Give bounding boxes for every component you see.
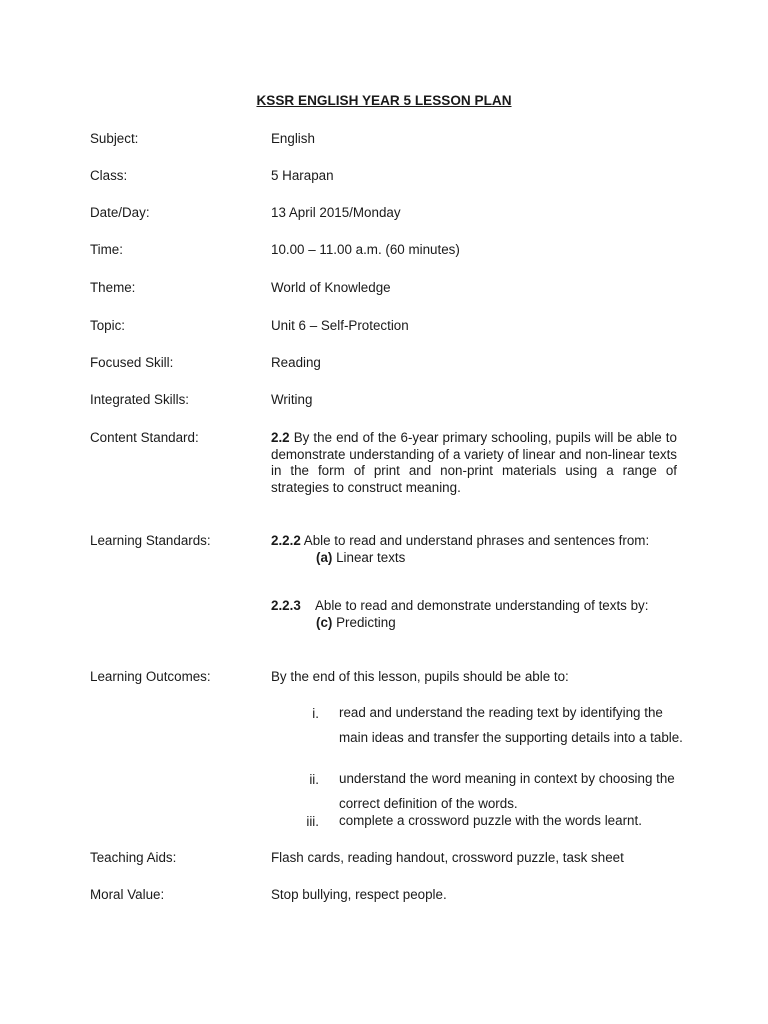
list-item-text: understand the word meaning in context by choosing the correct definition of the words.: [339, 771, 675, 811]
learning-standard-text: Able to read and demonstrate understanding of texts by:: [314, 598, 649, 613]
content-standard-text: [271, 430, 677, 496]
learning-standard-code: 2.2.3: [271, 598, 301, 613]
learning-standard-sub-text: Predicting: [336, 614, 396, 630]
topic-value: Unit 6 – Self-Protection: [271, 318, 409, 333]
content-standard-code: 2.2: [271, 430, 290, 445]
learning-outcomes-label: Learning Outcomes:: [90, 669, 211, 684]
list-item-text: read and understand the reading text by identifying the main ideas and transfer the supporting details into a table.: [339, 705, 683, 745]
content-standard-body: By the end of the 6-year primary schooling, pupils will be able to demonstrate understanding of a variety of linear and non-linear texts in the form of print and non-print materials using a range of strategies to construct meaning.: [271, 430, 677, 495]
list-item-number: ii.: [309, 772, 319, 787]
list-item-text: complete a crossword puzzle with the words learnt.: [339, 813, 642, 828]
subject-label: Subject:: [90, 131, 139, 146]
theme-value: World of Knowledge: [271, 280, 391, 295]
learning-standards-label: Learning Standards:: [90, 533, 211, 548]
date-value: 13 April 2015/Monday: [271, 205, 401, 220]
time-label: Time:: [90, 242, 123, 257]
integrated-skills-label: Integrated Skills:: [90, 392, 189, 407]
moral-value-label: Moral Value:: [90, 887, 165, 902]
content-standard-label: Content Standard:: [90, 430, 199, 445]
learning-standard-sub-text: Linear texts: [336, 549, 406, 565]
subject-value: English: [271, 131, 315, 146]
theme-label: Theme:: [90, 280, 136, 295]
learning-standard-item: [271, 598, 648, 631]
learning-standard-text: Able to read and understand phrases and sentences from:: [303, 533, 650, 548]
class-value: 5 Harapan: [271, 168, 334, 183]
learning-standard-item: [271, 533, 649, 566]
topic-label: Topic:: [90, 318, 125, 333]
moral-value-value: Stop bullying, respect people.: [271, 887, 447, 902]
date-label: Date/Day:: [90, 205, 150, 220]
list-item-number: iii.: [306, 814, 319, 829]
teaching-aids-label: Teaching Aids:: [90, 850, 177, 865]
class-label: Class:: [90, 168, 128, 183]
time-value: 10.00 – 11.00 a.m. (60 minutes): [271, 242, 460, 257]
integrated-skills-value: Writing: [271, 392, 313, 407]
learning-standard-sub-code: (a): [316, 549, 333, 565]
list-item-number: i.: [312, 706, 319, 721]
learning-outcomes-intro: By the end of this lesson, pupils should be able to:: [271, 669, 569, 684]
document-title: KSSR ENGLISH YEAR 5 LESSON PLAN: [256, 93, 512, 108]
learning-standard-code: 2.2.2: [271, 533, 301, 548]
focused-skill-value: Reading: [271, 355, 321, 370]
focused-skill-label: Focused Skill:: [90, 355, 174, 370]
learning-standard-sub-code: (c): [316, 614, 333, 630]
teaching-aids-value: Flash cards, reading handout, crossword puzzle, task sheet: [271, 850, 624, 865]
